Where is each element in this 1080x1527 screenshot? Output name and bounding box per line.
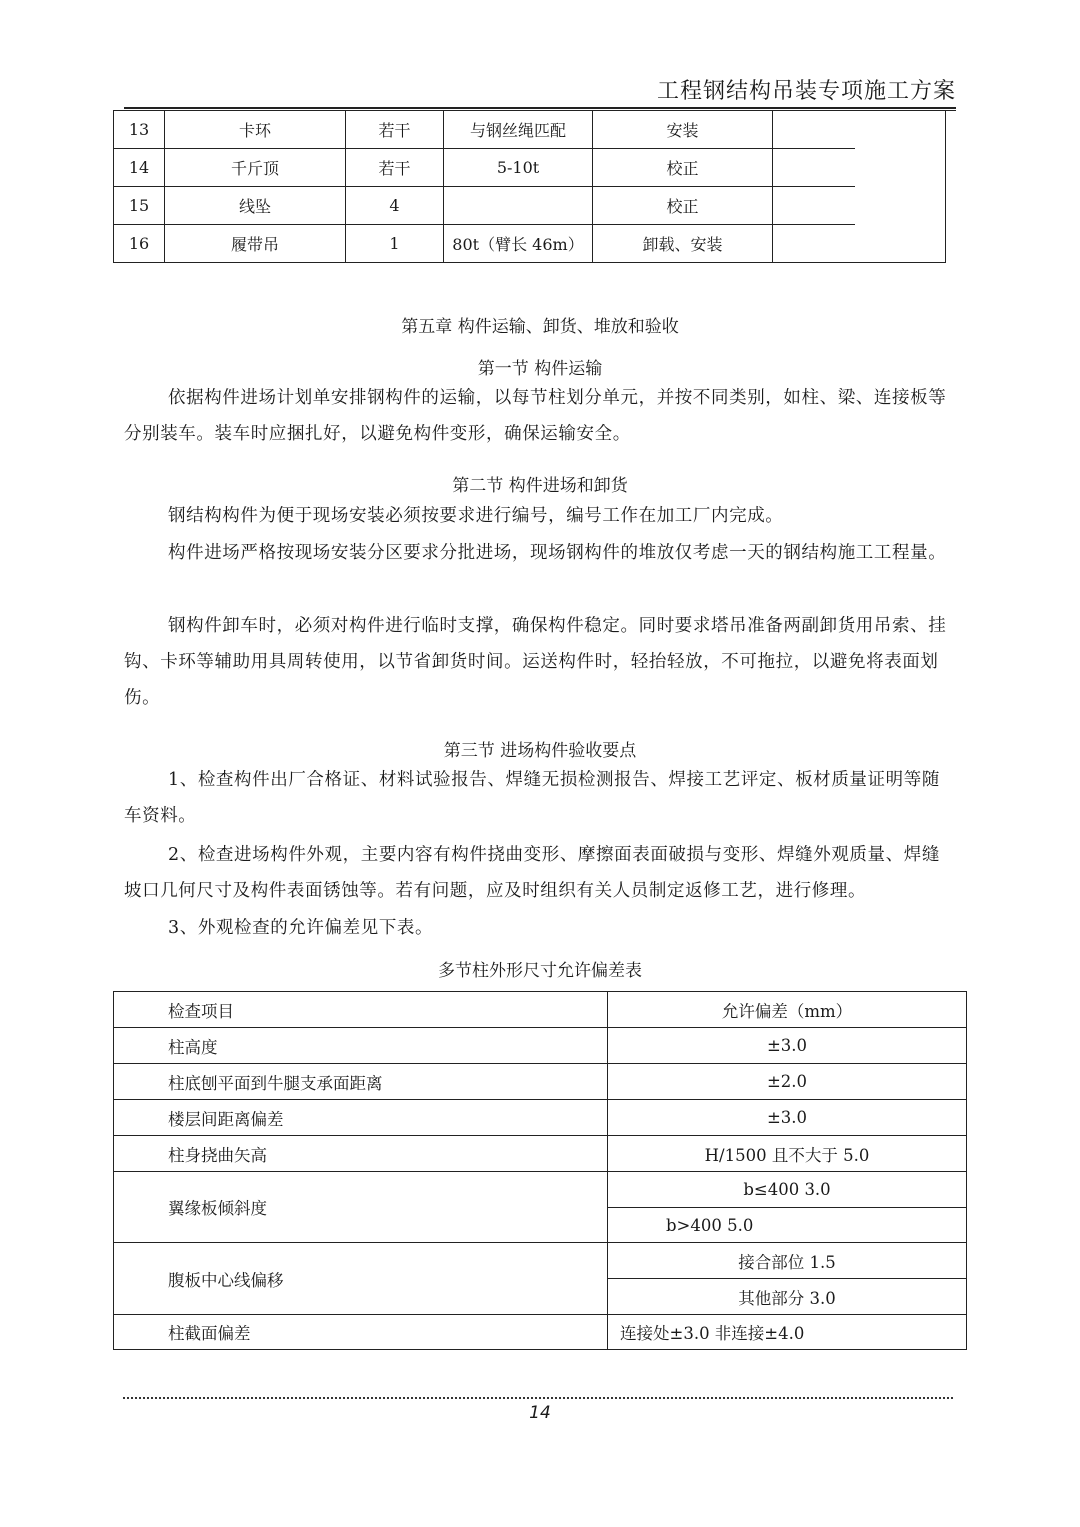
cell-value: H/1500 且不大于 5.0 — [608, 1136, 967, 1172]
cell-item: 柱底刨平面到牛腿支承面距离 — [114, 1064, 608, 1100]
cell-note — [773, 225, 856, 263]
document-header-title: 工程钢结构吊装专项施工方案 — [656, 79, 956, 104]
section-2-paragraph-1: 钢结构构件为便于现场安装必须按要求进行编号，编号工作在加工厂内完成。 — [168, 506, 784, 526]
cell-value: 其他部分 3.0 — [608, 1279, 967, 1315]
chapter-title: 第五章 构件运输、卸货、堆放和验收 — [401, 317, 679, 337]
section-2-paragraph-2: 构件进场严格按现场安装分区要求分批进场，现场钢构件的堆放仅考虑一天的钢结构施工工程量。 — [168, 543, 947, 563]
page-number: 14 — [529, 1403, 551, 1423]
section-1-title: 第一节 构件运输 — [477, 359, 603, 379]
cell-name: 履带吊 — [165, 225, 346, 263]
cell-no: 14 — [114, 149, 165, 187]
cell-value: ±3.0 — [608, 1028, 967, 1064]
table-caption: 多节柱外形尺寸允许偏差表 — [438, 961, 642, 981]
cell-spec — [444, 187, 593, 225]
table-row — [114, 1315, 967, 1350]
cell-item: 柱高度 — [114, 1028, 608, 1064]
cell-use: 安装 — [593, 111, 773, 149]
cell-item: 翼缘板倾斜度 — [114, 1172, 608, 1243]
cell-note — [773, 111, 856, 149]
cell-no: 13 — [114, 111, 165, 149]
cell-value: ±2.0 — [608, 1064, 967, 1100]
table-row — [114, 149, 856, 187]
cell-value: 接合部位 1.5 — [608, 1243, 967, 1279]
table-row — [114, 1100, 967, 1136]
cell-name: 千斤顶 — [165, 149, 346, 187]
cell-value: 连接处±3.0 非连接±4.0 — [608, 1315, 967, 1350]
cell-qty: 若干 — [346, 149, 444, 187]
equipment-table — [113, 110, 855, 263]
section-3-item-3: 3、外观检查的允许偏差见下表。 — [168, 918, 434, 938]
cell-value: b>400 5.0 — [608, 1208, 967, 1243]
cell-name: 卡环 — [165, 111, 346, 149]
table-row — [114, 225, 856, 263]
table-row — [114, 1172, 967, 1208]
cell-spec: 80t（臂长 46m） — [444, 225, 593, 263]
cell-note — [773, 187, 856, 225]
cell-qty: 1 — [346, 225, 444, 263]
cell-no: 15 — [114, 187, 165, 225]
cell-name: 线坠 — [165, 187, 346, 225]
column-header-value: 允许偏差（mm） — [608, 992, 967, 1028]
table-row — [114, 1028, 967, 1064]
table-row — [114, 1136, 967, 1172]
cell-spec: 与钢丝绳匹配 — [444, 111, 593, 149]
cell-item: 腹板中心线偏移 — [114, 1243, 608, 1315]
column-header-item: 检查项目 — [114, 992, 608, 1028]
table-row — [114, 111, 856, 149]
cell-item: 楼层间距离偏差 — [114, 1100, 608, 1136]
tolerance-table — [113, 991, 967, 1350]
section-2-title: 第二节 构件进场和卸货 — [452, 476, 628, 496]
cell-no: 16 — [114, 225, 165, 263]
section-1-paragraph: 依据构件进场计划单安排钢构件的运输，以每节柱划分单元，并按不同类别，如柱、梁、连接板等分别装车。装车时应捆扎好，以避免构件变形，确保运输安全。 — [124, 388, 947, 444]
cell-use: 校正 — [593, 187, 773, 225]
section-2-paragraph-3: 钢构件卸车时，必须对构件进行临时支撑，确保构件稳定。同时要求塔吊准备两副卸货用吊索、挂钩、卡环等辅助用具周转使用，以节省卸货时间。运送构件时，轻抬轻放，不可拖拉，以避免将表面划伤。 — [124, 616, 947, 708]
cell-value: b≤400 3.0 — [608, 1172, 967, 1208]
section-3-item-1: 1、检查构件出厂合格证、材料试验报告、焊缝无损检测报告、焊接工艺评定、板材质量证明等随车资料。 — [124, 770, 940, 826]
cell-use: 卸载、安装 — [593, 225, 773, 263]
cell-item: 柱身挠曲矢高 — [114, 1136, 608, 1172]
table-header-row — [114, 992, 967, 1028]
cell-use: 校正 — [593, 149, 773, 187]
cell-note — [773, 149, 856, 187]
table-row — [114, 1064, 967, 1100]
table-row — [114, 187, 856, 225]
cell-qty: 若干 — [346, 111, 444, 149]
footer-dotted-rule — [123, 1397, 953, 1399]
cell-qty: 4 — [346, 187, 444, 225]
cell-spec: 5-10t — [444, 149, 593, 187]
section-3-item-2: 2、检查进场构件外观，主要内容有构件挠曲变形、摩擦面表面破损与变形、焊缝外观质量、焊缝坡口几何尺寸及构件表面锈蚀等。若有问题，应及时组织有关人员制定返修工艺，进行修理。 — [124, 845, 940, 901]
header-rule — [124, 107, 956, 109]
table-row — [114, 1243, 967, 1279]
cell-value: ±3.0 — [608, 1100, 967, 1136]
cell-item: 柱截面偏差 — [114, 1315, 608, 1350]
equipment-table-outer-column — [848, 110, 946, 263]
section-3-title: 第三节 进场构件验收要点 — [443, 741, 637, 761]
